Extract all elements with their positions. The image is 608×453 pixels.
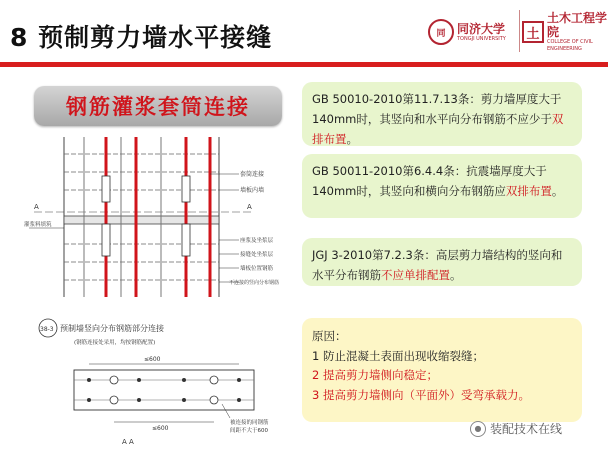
slide-title: 8 预制剪力墙水平接缝 [10, 23, 273, 52]
reason-3: 3 提高剪力墙侧向（平面外）受弯承载力。 [312, 387, 530, 402]
wechat-icon: ● [470, 421, 486, 437]
reasons-note [302, 318, 582, 422]
code-note-gb50010 [302, 82, 582, 146]
detail-note-1: 被连接的同钢筋 [230, 420, 269, 426]
label-wall: 墙板内墙 [240, 187, 265, 194]
note1-highlight: 双排布置 [312, 112, 564, 146]
college-name-en: COLLEGE OF CIVIL ENGINEERING [547, 39, 593, 52]
civil-college-logo [522, 6, 608, 58]
note3-suffix: 。 [450, 268, 462, 282]
section-mark-right: A [247, 203, 252, 211]
university-name: 同济大学 [457, 21, 506, 36]
label-unconnected-bar: 不连接的竖向分布钢筋 [229, 280, 280, 286]
watermark [470, 420, 562, 437]
label-joint-layer: 接缝处坐浆层 [240, 252, 274, 258]
section-label: A A [122, 438, 134, 446]
dim-bottom: ≤600 [152, 425, 169, 432]
college-name: 土木工程学院 [547, 11, 608, 39]
reason-1: 1 防止混凝土表面出现收缩裂缝； [312, 348, 484, 363]
code-note-gb50011 [302, 154, 582, 218]
note2-text: GB 50011-2010第6.4.4条：抗震墙厚度大于140mm时，其竖向和横向分布钢筋应 [312, 164, 547, 198]
header-red-rule [0, 62, 608, 67]
label-rebar-position: 墙板位置钢筋 [240, 266, 274, 272]
note1-text: GB 50010-2010第11.7.13条：剪力墙厚度大于140mm时，其竖向和水平向分布钢筋不应少于 [312, 92, 562, 126]
detail-subtitle: (钢筋连接处采用，均按钢筋配置) [74, 340, 156, 346]
detail-title: 预制墙竖向分布钢筋部分连接 [60, 324, 164, 333]
watermark-text: 装配技术在线 [490, 422, 563, 436]
label-grout: 灌浆料填筑 [24, 222, 52, 228]
note2-highlight: 双排布置 [505, 184, 552, 198]
note3-highlight: 不应单排配置 [381, 268, 450, 282]
banner-text: 钢筋灌浆套筒连接 [66, 95, 250, 119]
university-name-en: TONGJI UNIVERSITY [457, 35, 506, 42]
slide-header [0, 0, 608, 66]
logo-divider [519, 10, 520, 52]
label-bedding: 座浆及坐浆层 [240, 238, 274, 244]
reasons-heading: 原因： [312, 329, 347, 343]
code-note-jgj3 [302, 238, 582, 286]
label-sleeve: 套筒连接 [240, 171, 265, 178]
note2-suffix: 。 [551, 184, 564, 198]
reason-2: 2 提高剪力墙侧向稳定； [312, 368, 438, 382]
wall-elevation-drawing [24, 132, 299, 300]
college-emblem-icon: 土 [522, 21, 544, 43]
detail-note-2: 间距不大于600 [230, 428, 268, 434]
note3-text: JGJ 3-2010第7.2.3条：高层剪力墙结构的竖向和水平分布钢筋 [312, 248, 563, 282]
section-mark-left: A [34, 203, 39, 211]
dim-top: ≤600 [144, 356, 161, 363]
university-seal-icon: 同 [428, 19, 454, 45]
section-banner [34, 86, 282, 126]
note1-suffix: 。 [346, 132, 358, 146]
detail-tag: 38-3 [40, 326, 54, 333]
tongji-logo [428, 6, 516, 58]
partial-connection-detail [34, 318, 294, 448]
